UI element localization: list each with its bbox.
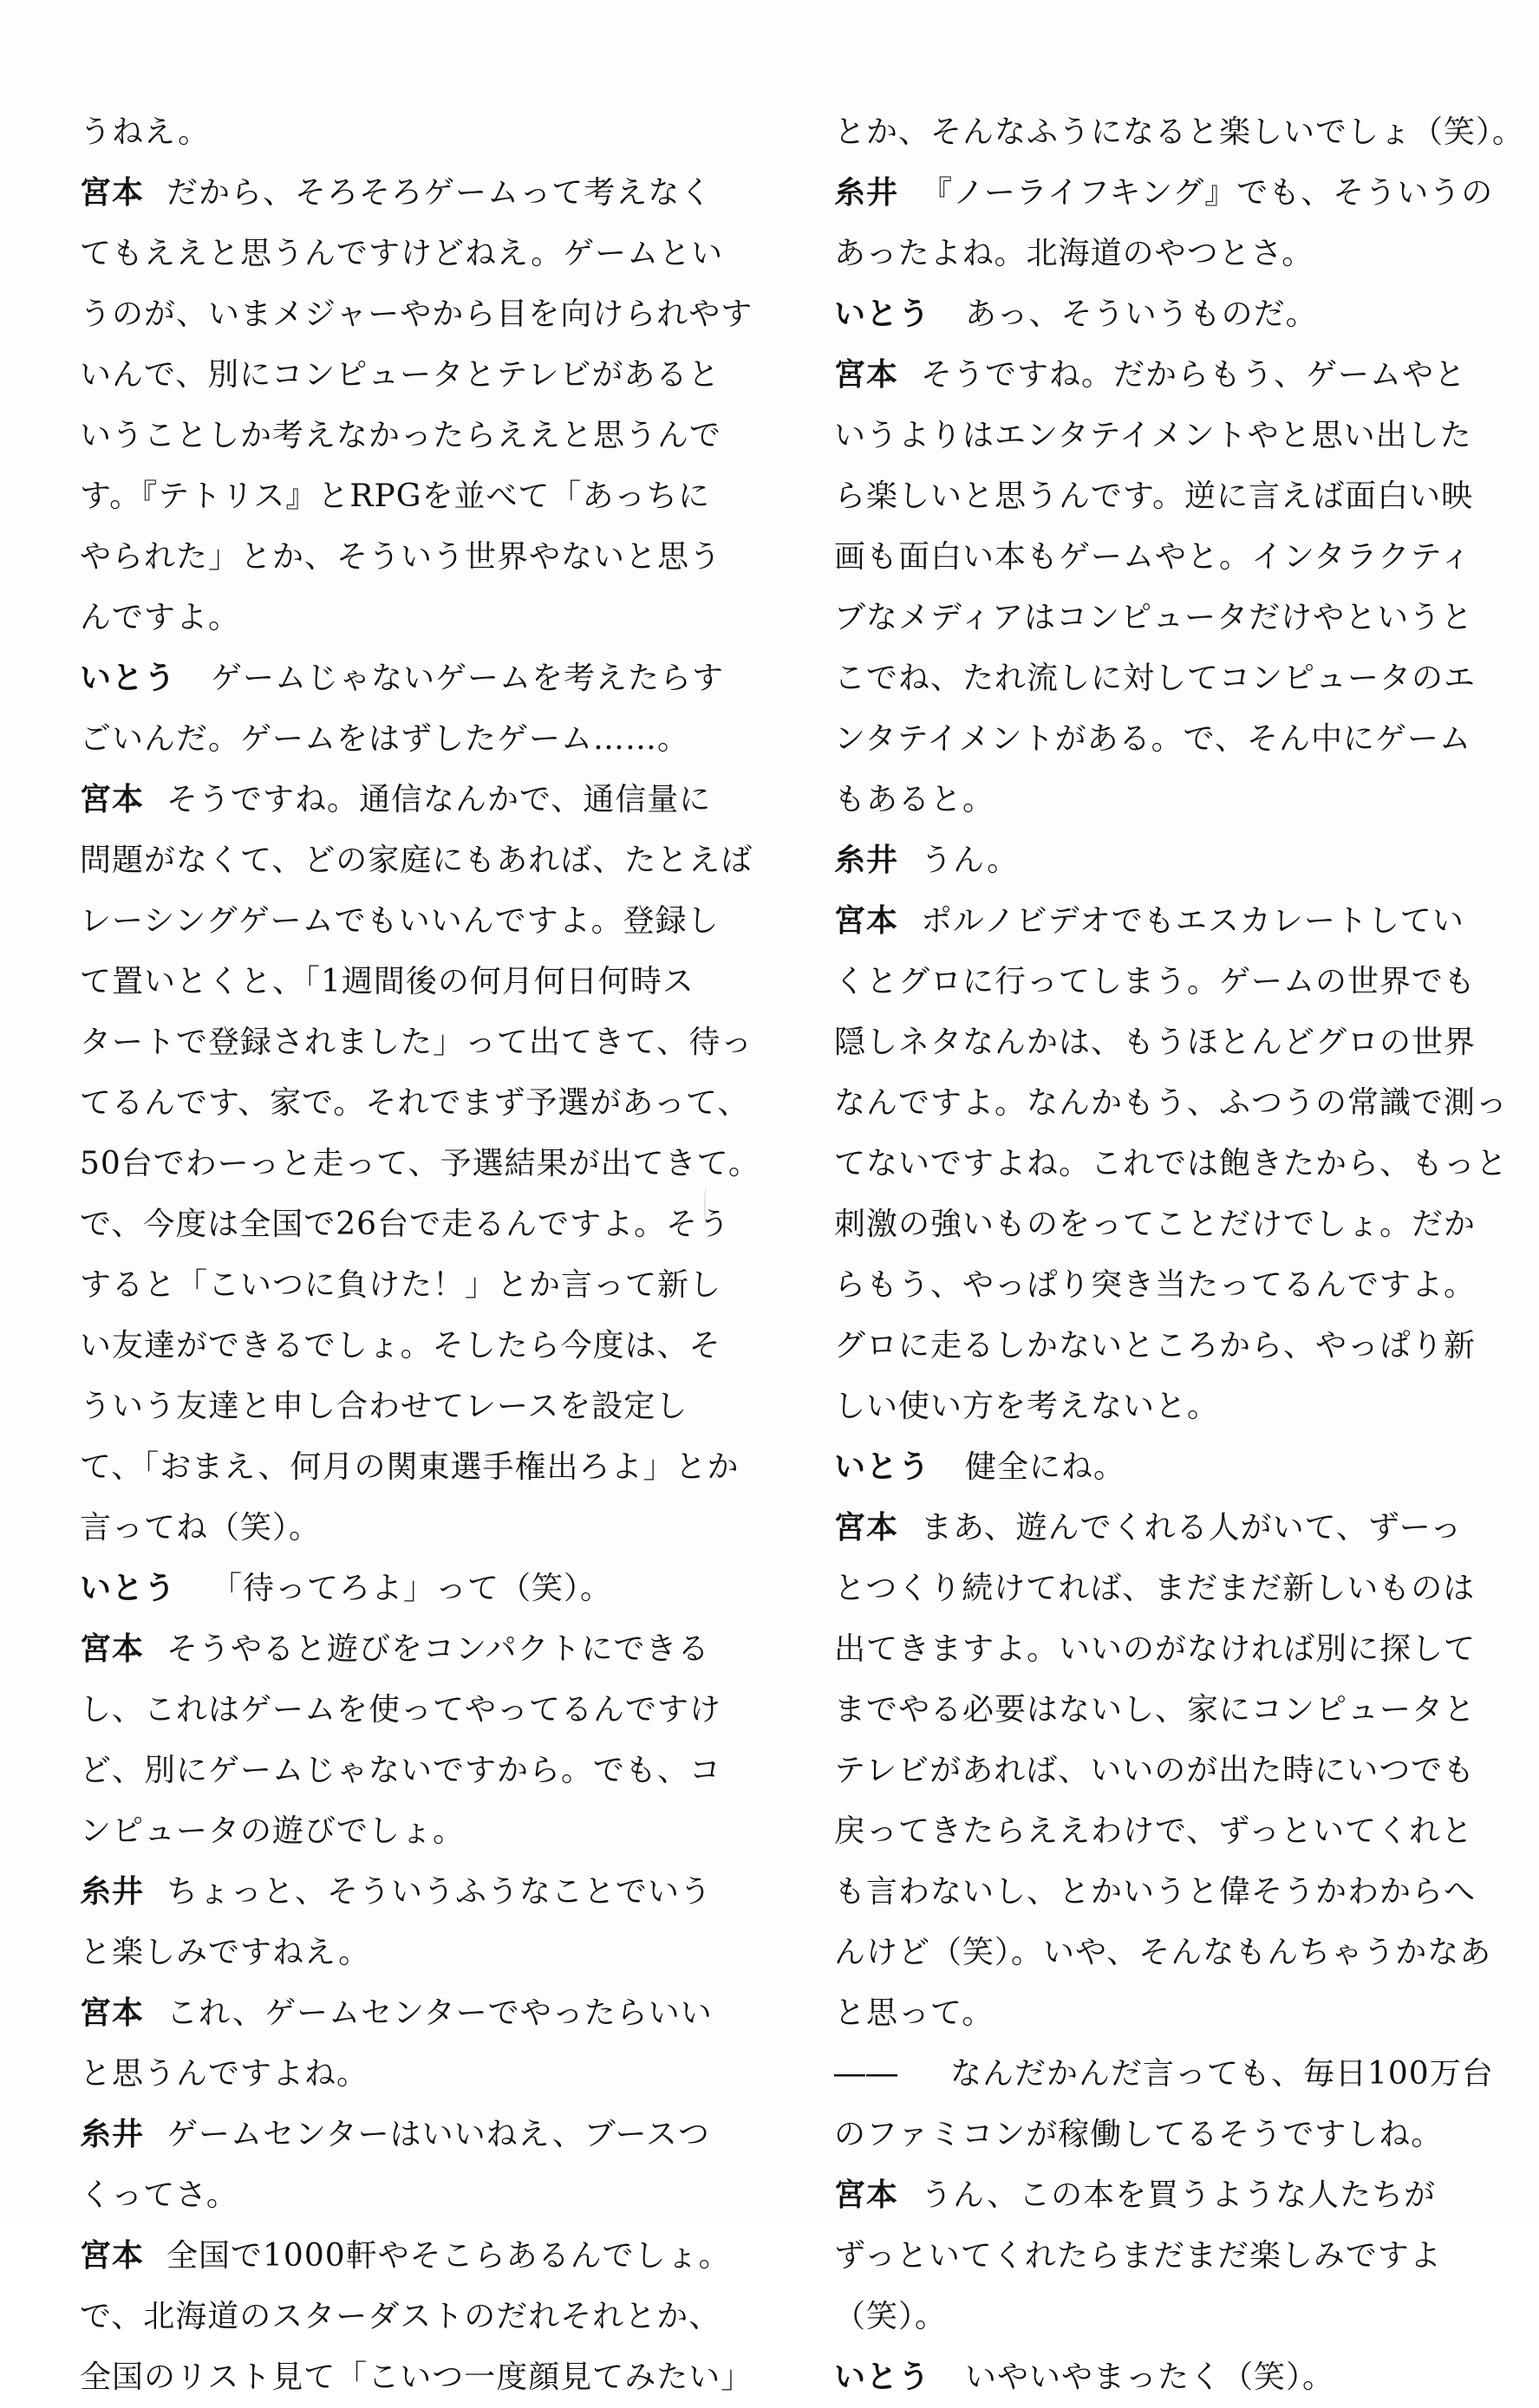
text-line: [80, 1437, 740, 1498]
line-text: 戻ってきたらええわけで、ずっといてくれと: [834, 1813, 1474, 1849]
text-line: [834, 1983, 1441, 2044]
line-text: （笑）。: [834, 2299, 948, 2334]
text-line: [834, 224, 1441, 284]
line-text: んけど（笑）。いや、そんなもんちゃうかなあ: [834, 1935, 1492, 1970]
text-line: [834, 2105, 1444, 2165]
text-line: [80, 1923, 687, 1983]
line-text: で、今度は全国で26台で走るんですよ。そう: [80, 1207, 731, 1242]
line-text: 全国で1000軒やそこらあるんでしょ。: [166, 2238, 731, 2274]
line-text: 50台でわーっと走って、予選結果が出てきて。: [80, 1146, 760, 1181]
text-line: [834, 830, 1441, 891]
line-text: までやる必要はないし、家にコンピュータと: [834, 1692, 1477, 1728]
text-line: [80, 648, 725, 709]
line-text: そうですね。だからもう、ゲームやと: [921, 357, 1467, 393]
line-text: 問題がなくて、どの家庭にもあれば、たとえば: [80, 843, 753, 878]
left-text-column: [80, 102, 760, 2408]
text-line: [834, 770, 1441, 830]
text-line: [834, 1801, 1474, 1862]
text-line: [834, 527, 1472, 588]
line-text: ゲームセンターはいいねえ、ブースつ: [166, 2117, 710, 2152]
text-line: [80, 2347, 753, 2408]
line-text: タートで登録されました」って出てきて、待っ: [80, 1025, 753, 1060]
line-text: やられた」とか、そういう世界やないと思う: [80, 539, 722, 575]
line-text: 「待ってろよ」って（笑）。: [211, 1571, 613, 1606]
text-line: [834, 1194, 1477, 1255]
line-text: ブなメディアはコンピュータだけやというと: [834, 600, 1474, 635]
speaker-name: 宮本: [80, 2238, 145, 2274]
text-line: [834, 648, 1477, 709]
text-line: [80, 830, 753, 891]
speaker-name: 宮本: [834, 2177, 899, 2213]
line-text: てもええと思うんですけどねえ。ゲームとい: [80, 236, 724, 271]
line-text: ずっといてくれたらまだまだ楽しみですよ: [834, 2238, 1442, 2274]
line-text: こでね、たれ流しに対してコンピュータのエ: [834, 661, 1477, 696]
line-text: 刺激の強いものをってことだけでしょ。だか: [834, 1207, 1477, 1242]
line-text: とつくり続けてれば、まだまだ新しいものは: [834, 1571, 1476, 1606]
speaker-name: 宮本: [834, 1510, 899, 1546]
text-line: [80, 1316, 721, 1376]
line-text: と楽しみですねえ。: [80, 1935, 371, 1970]
text-line: [80, 466, 711, 527]
line-text: いんで、別にコンピュータとテレビがあると: [80, 357, 721, 393]
line-text: うん、この本を買うような人たちが: [921, 2177, 1437, 2213]
text-line: [80, 2105, 710, 2165]
text-line: [834, 284, 1441, 345]
text-line: [834, 102, 1525, 163]
line-text: てないですよね。これでは飽きたから、もっと: [834, 1146, 1509, 1181]
line-text: てるんです、家で。それでまず予選があって、: [80, 1085, 750, 1121]
line-text: すると「こいつに負けた！」とか言って新し: [80, 1267, 722, 1303]
line-text: のファミコンが稼働してるそうですしね。: [834, 2117, 1444, 2152]
text-line: [80, 224, 724, 284]
text-line: [80, 1619, 710, 1680]
line-text: ごいんだ。ゲームをはずしたゲーム……。: [80, 721, 690, 757]
line-text: ど、別にゲームじゃないですから。でも、コ: [80, 1753, 722, 1788]
text-line: [80, 527, 722, 588]
text-line: [834, 406, 1472, 466]
speaker-name: 宮本: [834, 903, 899, 939]
text-line: [80, 1680, 722, 1741]
speaker-name: いとう: [80, 1571, 177, 1606]
text-line: [80, 2044, 687, 2105]
text-line: [80, 709, 690, 770]
line-text: て、「おまえ、何月の関東選手権出ろよ」とか: [80, 1449, 740, 1485]
text-line: [80, 284, 753, 345]
line-text: らもう、やっぱり突き当たってるんですよ。: [834, 1267, 1477, 1303]
line-text: レーシングゲームでもいいんですよ。登録し: [80, 903, 720, 939]
right-text-column: [834, 102, 1525, 2408]
text-line: [834, 2347, 1441, 2408]
line-text: ンピュータの遊びでしょ。: [80, 1813, 466, 1849]
text-line: [834, 163, 1494, 224]
line-text: と思うんですよね。: [80, 2056, 369, 2092]
speaker-name: いとう: [834, 1449, 931, 1485]
line-text: とか、そんなふうになると楽しいでしょ（笑）。: [834, 114, 1525, 150]
text-line: [80, 1983, 713, 2044]
text-line: [80, 1134, 760, 1194]
text-line: [80, 891, 720, 952]
text-line: [834, 1316, 1477, 1376]
line-text: これ、ゲームセンターでやったらいい: [166, 1995, 713, 2031]
text-line: [80, 588, 687, 648]
text-line: [80, 2287, 721, 2347]
line-text: んですよ。: [80, 600, 241, 635]
text-line: [80, 1741, 722, 1801]
text-line: [834, 1619, 1477, 1680]
line-text: うのが、いまメジャーやから目を向けられやす: [80, 296, 753, 332]
text-line: [834, 466, 1474, 527]
line-text: も言わないし、とかいうと偉そうかわからへ: [834, 1874, 1477, 1910]
line-text: ゲームじゃないゲームを考えたらす: [211, 661, 725, 696]
line-text: うん。: [921, 843, 1020, 878]
line-text: ちょっと、そういうふうなことでいう: [166, 1874, 713, 1910]
text-line: [80, 1498, 687, 1559]
line-text: 全国のリスト見て「こいつ一度顔見てみたい」: [80, 2359, 753, 2395]
text-line: [80, 1255, 722, 1316]
line-text: 隠しネタなんかは、もうほとんどグロの世界: [834, 1025, 1477, 1060]
line-text: と思って。: [834, 1995, 994, 2031]
text-line: [834, 952, 1477, 1012]
line-text: いうよりはエンタテイメントやと思い出した: [834, 418, 1472, 453]
text-line: [834, 1923, 1492, 1983]
text-line: [80, 1194, 731, 1255]
line-text: ういう友達と申し合わせてレースを設定し: [80, 1389, 688, 1424]
text-line: [80, 1559, 687, 1619]
line-text: だから、そろそろゲームって考えなく: [166, 175, 713, 211]
line-text: し、これはゲームを使ってやってるんですけ: [80, 1692, 722, 1728]
line-text: いやいやまったく（笑）。: [965, 2359, 1335, 2395]
line-text: い友達ができるでしょ。そしたら今度は、そ: [80, 1328, 721, 1363]
text-line: [80, 163, 713, 224]
line-text: 健全にね。: [965, 1449, 1126, 1485]
text-line: [834, 2226, 1441, 2287]
line-text: ンタテイメントがある。で、そん中にゲーム: [834, 721, 1471, 757]
line-text: ポルノビデオでもエスカレートしてい: [921, 903, 1464, 939]
line-text: グロに走るしかないところから、やっぱり新: [834, 1328, 1477, 1363]
text-line: [834, 2287, 1441, 2347]
line-text: す。『テトリス』とRPGを並べて「あっちに: [80, 478, 711, 514]
line-text: そうですね。通信なんかで、通信量に: [166, 782, 712, 817]
speaker-name: いとう: [80, 661, 177, 696]
text-line: [834, 709, 1471, 770]
speaker-name: 宮本: [834, 357, 899, 393]
text-line: [80, 1801, 687, 1862]
text-line: [834, 1741, 1476, 1801]
line-text: テレビがあれば、いいのが出た時にいつでも: [834, 1753, 1476, 1788]
text-line: [834, 2044, 1494, 2105]
speaker-name: 宮本: [80, 782, 145, 817]
speaker-name: 宮本: [80, 175, 145, 211]
text-line: [834, 1134, 1509, 1194]
line-text: もあると。: [834, 782, 995, 817]
line-text: なんですよ。なんかもう、ふつうの常識で測っ: [834, 1085, 1509, 1121]
line-text: 画も面白い本もゲームやと。インタラクティ: [834, 539, 1472, 575]
text-line: [834, 891, 1464, 952]
speaker-name: 糸井: [834, 175, 899, 211]
speaker-name: いとう: [834, 296, 931, 332]
line-text: 『ノーライフキング』でも、そういうの: [921, 175, 1494, 211]
line-text: うねえ。: [80, 114, 211, 150]
text-line: [834, 1498, 1463, 1559]
text-line: [834, 345, 1467, 406]
text-line: [80, 1073, 750, 1134]
text-line: [834, 1862, 1477, 1923]
text-line: [834, 2165, 1441, 2226]
line-text: て置いとくと、「1週間後の何月何日何時ス: [80, 964, 695, 999]
text-line: [80, 345, 721, 406]
text-line: [80, 770, 712, 830]
text-line: [834, 1559, 1476, 1619]
text-line: [834, 1073, 1509, 1134]
speaker-name: 糸井: [80, 1874, 145, 1910]
line-text: くとグロに行ってしまう。ゲームの世界でも: [834, 964, 1477, 999]
speaker-name: 糸井: [834, 843, 899, 878]
text-line: [834, 1012, 1477, 1073]
text-line: [834, 1255, 1477, 1316]
line-text: しい使い方を考えないと。: [834, 1389, 1220, 1424]
speaker-name: ――: [834, 2056, 898, 2092]
line-text: 言ってね（笑）。: [80, 1510, 322, 1546]
text-line: [80, 406, 722, 466]
line-text: で、北海道のスターダストのだれそれとか、: [80, 2299, 721, 2334]
line-text: あったよね。北海道のやつとさ。: [834, 236, 1314, 271]
line-text: あっ、そういうものだ。: [965, 296, 1318, 332]
text-line: [834, 1376, 1441, 1437]
speaker-name: 宮本: [80, 1995, 145, 2031]
line-text: いうことしか考えなかったらええと思うんで: [80, 418, 722, 453]
text-line: [80, 2165, 687, 2226]
speaker-name: いとう: [834, 2359, 931, 2395]
speaker-name: 宮本: [80, 1631, 145, 1667]
text-line: [834, 588, 1474, 648]
text-line: [80, 2226, 731, 2287]
page-blemish: [704, 1186, 709, 1229]
text-line: [834, 1437, 1441, 1498]
text-line: [80, 1862, 713, 1923]
text-line: [80, 102, 687, 163]
text-line: [80, 1012, 753, 1073]
line-text: くってさ。: [80, 2177, 238, 2213]
line-text: 出てきますよ。いいのがなければ別に探して: [834, 1631, 1477, 1667]
text-line: [80, 952, 695, 1012]
line-text: ら楽しいと思うんです。逆に言えば面白い映: [834, 478, 1474, 514]
text-line: [80, 1376, 687, 1437]
line-text: なんだかんだ言っても、毎日100万台: [950, 2056, 1494, 2092]
line-text: まあ、遊んでくれる人がいて、ずーっ: [921, 1510, 1463, 1546]
text-line: [834, 1680, 1477, 1741]
line-text: そうやると遊びをコンパクトにできる: [166, 1631, 710, 1667]
speaker-name: 糸井: [80, 2117, 145, 2152]
